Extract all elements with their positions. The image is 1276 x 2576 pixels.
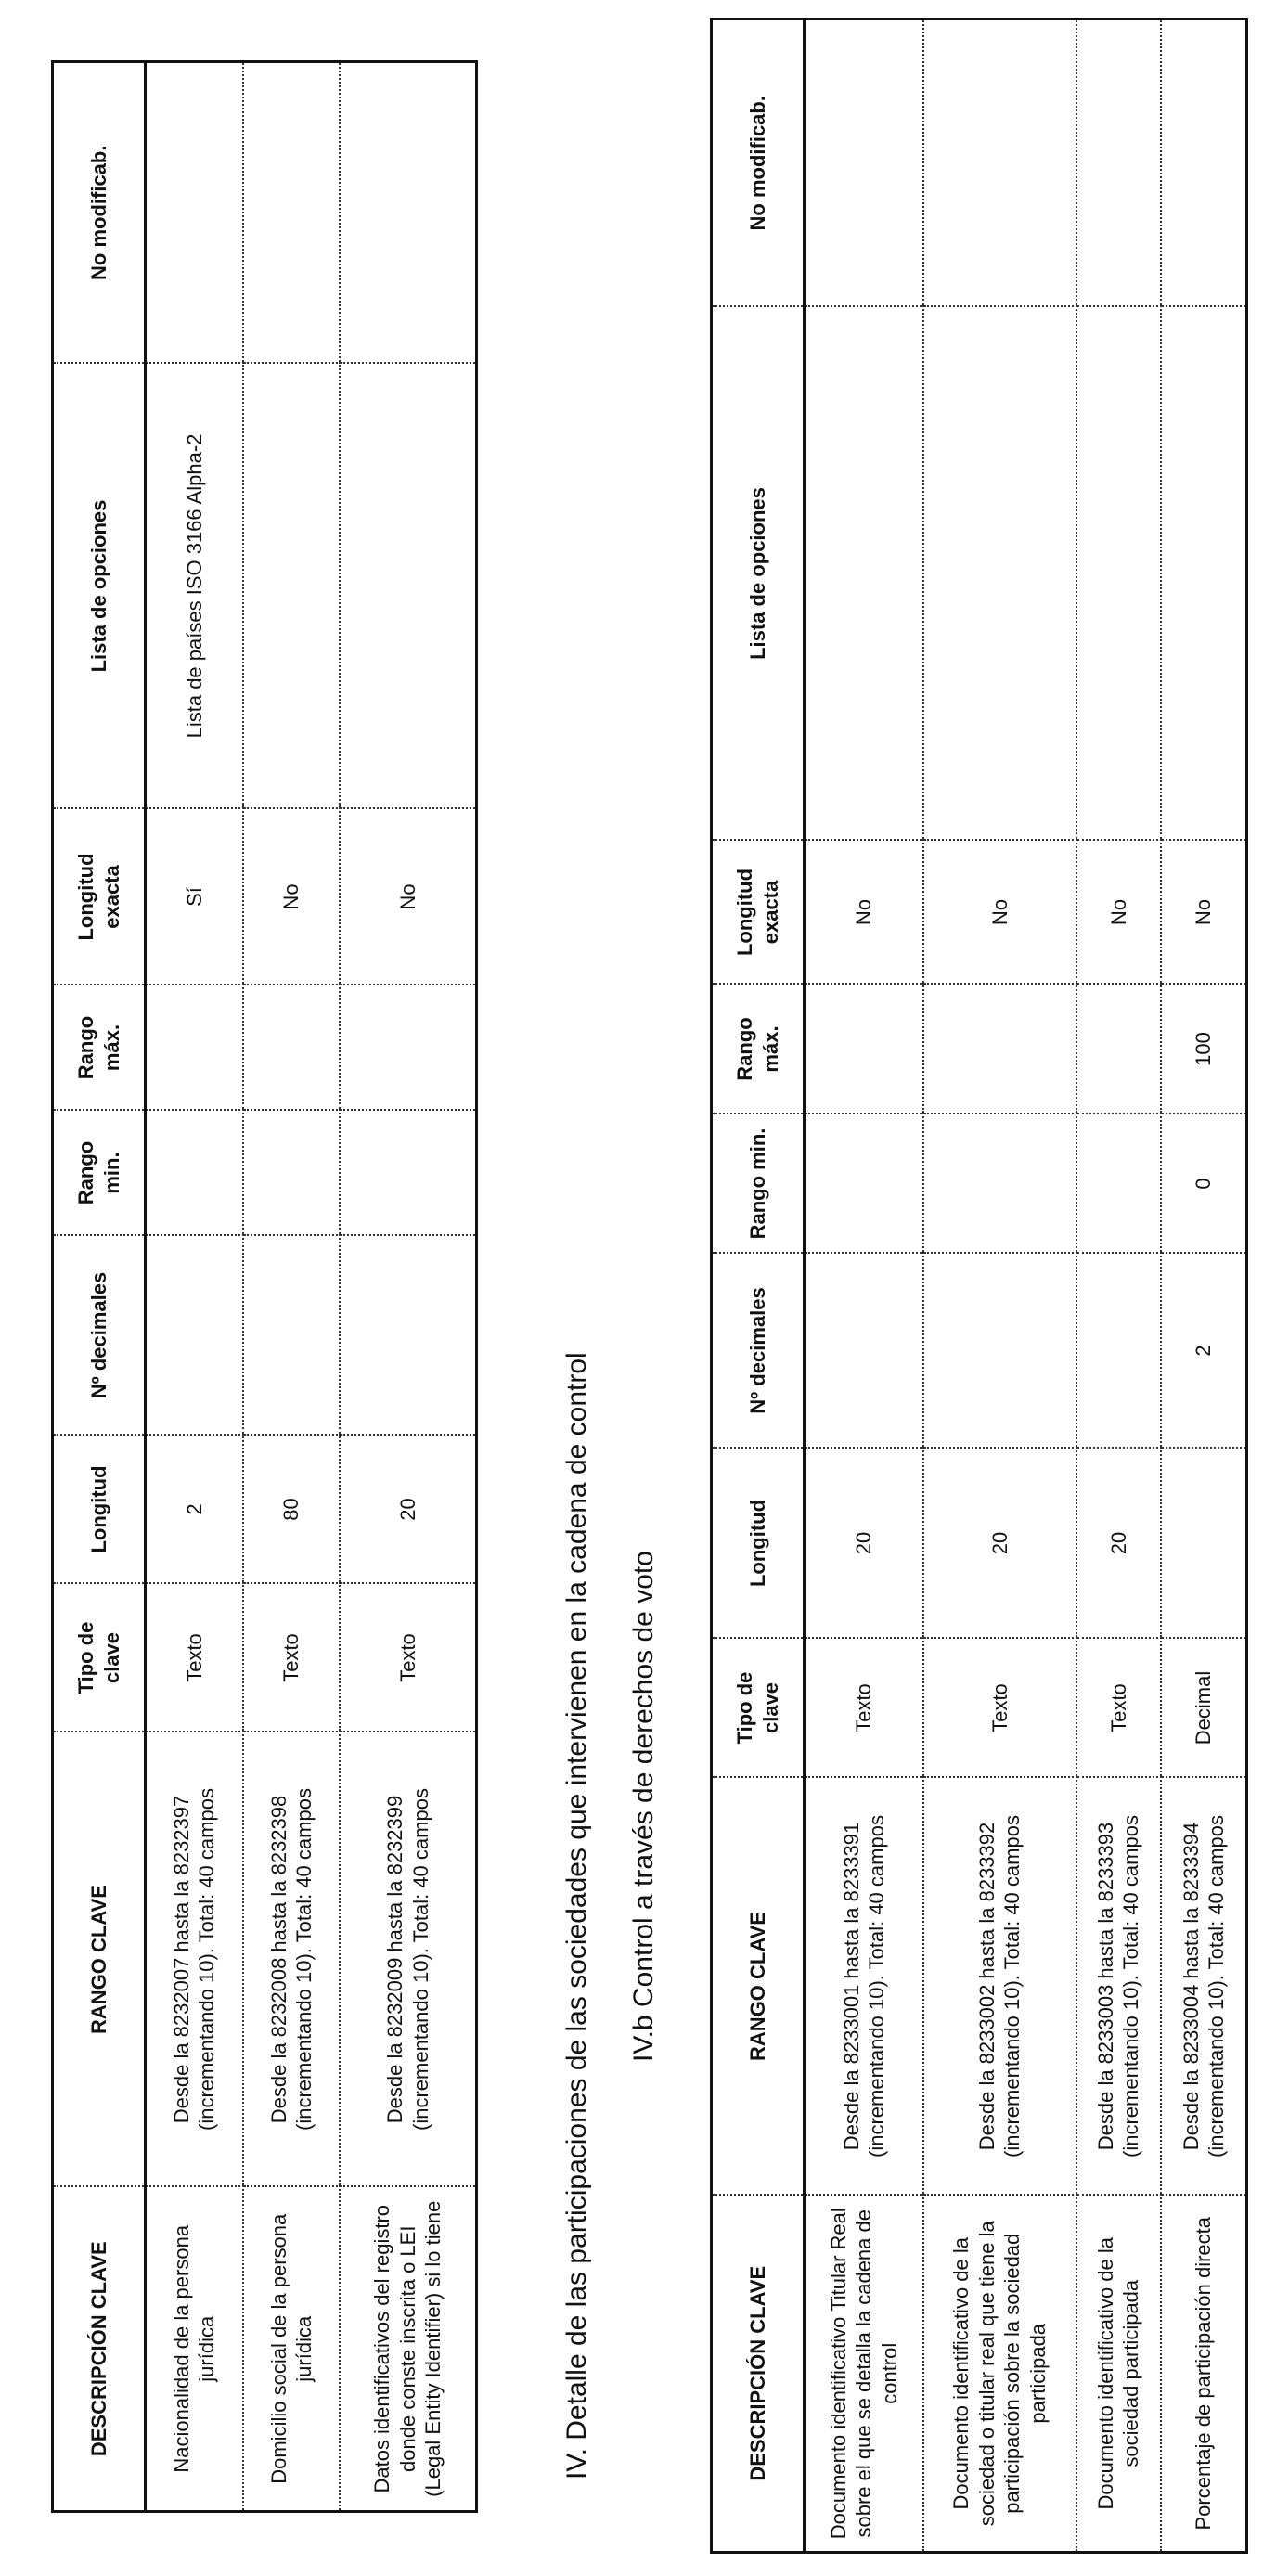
cell-decimales bbox=[1076, 1254, 1162, 1449]
col-no-modificable: No modificab. bbox=[53, 62, 146, 364]
cell-tipo: Texto bbox=[146, 1584, 243, 1732]
cell-lista bbox=[340, 364, 476, 809]
cell-descripcion: Domicilio social de la persona jurídica bbox=[243, 2187, 341, 2512]
col-decimales: Nº decimales bbox=[712, 1254, 805, 1449]
cell-no-modificable bbox=[923, 19, 1076, 307]
cell-rango: Desde la 8232009 hasta la 8232399 (incrementando 10). Total: 40 campos bbox=[340, 1732, 476, 2187]
cell-longitud-exacta: No bbox=[340, 809, 476, 985]
cell-lista bbox=[923, 307, 1076, 841]
cell-lista bbox=[1076, 307, 1162, 841]
cell-descripcion: Nacionalidad de la persona jurídica bbox=[146, 2187, 243, 2512]
cell-rango: Desde la 8233002 hasta la 8233392 (incrementando 10). Total: 40 campos bbox=[923, 1778, 1076, 2196]
col-lista: Lista de opciones bbox=[53, 364, 146, 809]
cell-rango: Desde la 8232007 hasta la 8232397 (incrementando 10). Total: 40 campos bbox=[146, 1732, 243, 2187]
table-row bbox=[923, 19, 1076, 2553]
cell-longitud-exacta: No bbox=[805, 841, 924, 985]
cell-longitud: 20 bbox=[805, 1449, 924, 1639]
col-rango-min: Rango min. bbox=[53, 1111, 146, 1236]
cell-rango-min: 0 bbox=[1161, 1114, 1246, 1254]
table-row bbox=[340, 62, 476, 2512]
cell-no-modificable bbox=[805, 19, 924, 307]
cell-tipo: Texto bbox=[923, 1639, 1076, 1778]
cell-decimales bbox=[923, 1254, 1076, 1449]
cell-longitud-exacta: No bbox=[1076, 841, 1162, 985]
cell-rango-min bbox=[1076, 1114, 1162, 1254]
cell-tipo: Texto bbox=[340, 1584, 476, 1732]
cell-rango-max bbox=[805, 985, 924, 1114]
cell-rango-min bbox=[146, 1111, 243, 1236]
cell-tipo: Decimal bbox=[1161, 1639, 1246, 1778]
cell-decimales bbox=[340, 1236, 476, 1436]
cell-longitud: 20 bbox=[923, 1449, 1076, 1639]
table1 bbox=[51, 60, 478, 2513]
cell-descripcion: Documento identificativo de la sociedad participada bbox=[1076, 2196, 1162, 2553]
col-rango: RANGO CLAVE bbox=[712, 1778, 805, 2196]
cell-rango-min bbox=[340, 1111, 476, 1236]
cell-rango-min bbox=[923, 1114, 1076, 1254]
col-rango-max: Rango máx. bbox=[712, 985, 805, 1114]
col-tipo: Tipo de clave bbox=[53, 1584, 146, 1732]
col-no-modificable: No modificab. bbox=[712, 19, 805, 307]
col-rango-max: Rango máx. bbox=[53, 985, 146, 1111]
cell-descripcion: Documento identificativo de la sociedad o titular real que tiene la participación sobre la sociedad participada bbox=[923, 2196, 1076, 2553]
cell-longitud-exacta: No bbox=[1161, 841, 1246, 985]
col-rango-min: Rango min. bbox=[712, 1114, 805, 1254]
cell-no-modificable bbox=[1076, 19, 1162, 307]
cell-decimales bbox=[805, 1254, 924, 1449]
cell-lista bbox=[1161, 307, 1246, 841]
cell-descripcion: Porcentaje de participación directa bbox=[1161, 2196, 1246, 2553]
cell-decimales: 2 bbox=[1161, 1254, 1246, 1449]
cell-lista bbox=[805, 307, 924, 841]
table2-header-row bbox=[712, 19, 805, 2553]
section-heading: IV. Detalle de las participaciones de las sociedades que intervienen en la cadena de control bbox=[561, 1352, 592, 2479]
cell-lista bbox=[243, 364, 341, 809]
cell-descripcion: Datos identificativos del registro donde conste inscrita o LEI (Legal Entity Identifier) si lo tiene bbox=[340, 2187, 476, 2512]
cell-no-modificable bbox=[146, 62, 243, 364]
table1-block bbox=[51, 63, 478, 2513]
cell-longitud: 20 bbox=[340, 1436, 476, 1584]
cell-tipo: Texto bbox=[243, 1584, 341, 1732]
cell-lista: Lista de países ISO 3166 Alpha-2 bbox=[146, 364, 243, 809]
cell-longitud bbox=[1161, 1449, 1246, 1639]
cell-rango-max bbox=[1076, 985, 1162, 1114]
table-row bbox=[1076, 19, 1162, 2553]
cell-rango-max bbox=[340, 985, 476, 1111]
col-longitud: Longitud bbox=[712, 1449, 805, 1639]
cell-rango: Desde la 8232008 hasta la 8232398 (incrementando 10). Total: 40 campos bbox=[243, 1732, 341, 2187]
cell-no-modificable bbox=[1161, 19, 1246, 307]
table2 bbox=[710, 18, 1248, 2554]
cell-longitud-exacta: No bbox=[243, 809, 341, 985]
col-longitud: Longitud bbox=[53, 1436, 146, 1584]
cell-rango: Desde la 8233003 hasta la 8233393 (incrementando 10). Total: 40 campos bbox=[1076, 1778, 1162, 2196]
cell-no-modificable bbox=[340, 62, 476, 364]
col-decimales: Nº decimales bbox=[53, 1236, 146, 1436]
cell-no-modificable bbox=[243, 62, 341, 364]
cell-rango-min bbox=[805, 1114, 924, 1254]
col-rango: RANGO CLAVE bbox=[53, 1732, 146, 2187]
cell-longitud-exacta: No bbox=[923, 841, 1076, 985]
table1-header-row bbox=[53, 62, 146, 2512]
cell-longitud: 2 bbox=[146, 1436, 243, 1584]
table-row bbox=[146, 62, 243, 2512]
cell-rango-max: 100 bbox=[1161, 985, 1246, 1114]
cell-rango-max bbox=[243, 985, 341, 1111]
table-row bbox=[1161, 19, 1246, 2553]
table-row bbox=[805, 19, 924, 2553]
cell-tipo: Texto bbox=[805, 1639, 924, 1778]
col-lista: Lista de opciones bbox=[712, 307, 805, 841]
cell-tipo: Texto bbox=[1076, 1639, 1162, 1778]
col-tipo: Tipo de clave bbox=[712, 1639, 805, 1778]
col-longitud-exacta: Longitud exacta bbox=[53, 809, 146, 985]
cell-rango: Desde la 8233001 hasta la 8233391 (incrementando 10). Total: 40 campos bbox=[805, 1778, 924, 2196]
col-descripcion: DESCRIPCIÓN CLAVE bbox=[712, 2196, 805, 2553]
cell-longitud: 80 bbox=[243, 1436, 341, 1584]
cell-rango-min bbox=[243, 1111, 341, 1236]
subsection-heading: IV.b Control a través de derechos de voto bbox=[628, 1551, 659, 2062]
table-row bbox=[243, 62, 341, 2512]
cell-rango-max bbox=[923, 985, 1076, 1114]
table2-block bbox=[710, 20, 1248, 2554]
cell-longitud-exacta: Sí bbox=[146, 809, 243, 985]
cell-decimales bbox=[146, 1236, 243, 1436]
col-longitud-exacta: Longitud exacta bbox=[712, 841, 805, 985]
cell-rango-max bbox=[146, 985, 243, 1111]
cell-rango: Desde la 8233004 hasta la 8233394 (incrementando 10). Total: 40 campos bbox=[1161, 1778, 1246, 2196]
cell-descripcion: Documento identificativo Titular Real sobre el que se detalla la cadena de control bbox=[805, 2196, 924, 2553]
col-descripcion: DESCRIPCIÓN CLAVE bbox=[53, 2187, 146, 2512]
cell-decimales bbox=[243, 1236, 341, 1436]
cell-longitud: 20 bbox=[1076, 1449, 1162, 1639]
